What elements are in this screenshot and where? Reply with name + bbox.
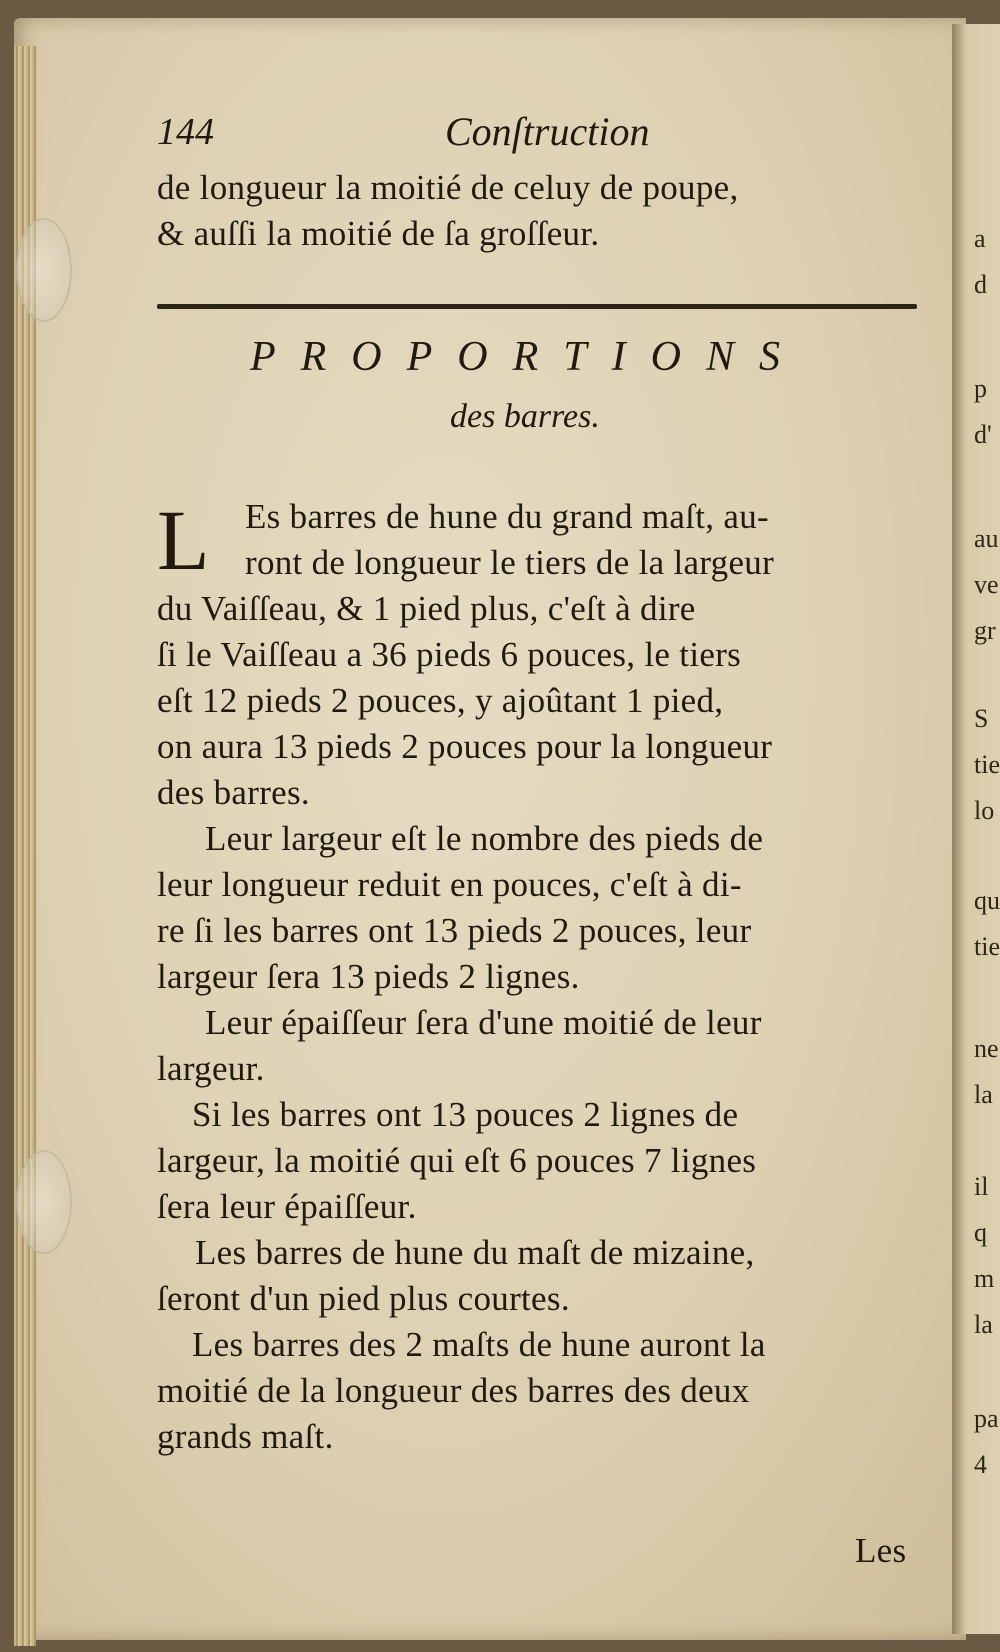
text-line: eſt 12 pieds 2 pouces, y ajoûtant 1 pied, [157,681,724,720]
binding-ring [16,1150,72,1254]
text-line: largeur ſera 13 pieds 2 lignes. [157,957,580,996]
page-number: 144 [157,111,214,153]
facing-fragment: q [974,1218,987,1247]
section-rule [157,304,917,309]
drop-cap: L [157,492,210,588]
text-line: du Vaiſſeau, & 1 pied plus, c'eſt à dire [157,589,696,628]
catchword: Les [855,1531,907,1570]
facing-fragment: la [974,1310,993,1339]
text-line: Es barres de hune du grand maſt, au- [245,497,769,536]
facing-page-edge [952,24,1000,1634]
text-line: largeur, la moitié qui eſt 6 pouces 7 lignes [157,1141,757,1180]
facing-fragment: ne [974,1034,999,1063]
text-line: ſera leur épaiſſeur. [157,1187,417,1226]
facing-fragment: m [974,1264,995,1293]
facing-fragment: qu [974,886,1000,915]
facing-fragment: d [974,270,987,299]
text-line: des barres. [157,773,310,812]
facing-fragment: tie [974,932,1000,961]
text-line: Leur largeur eſt le nombre des pieds de [205,819,764,858]
facing-fragment: il [974,1172,989,1201]
facing-fragment: d' [974,420,992,449]
text-line: ront de longueur le tiers de la largeur [245,543,775,582]
text-line: ſeront d'un pied plus courtes. [157,1279,570,1318]
text-line: largeur. [157,1049,265,1088]
text-line: Les barres de hune du maſt de mizaine, [195,1233,755,1272]
text-line: ſi le Vaiſſeau a 36 pieds 6 pouces, le tiers [157,635,742,674]
facing-fragment: gr [974,616,996,645]
facing-fragment: au [974,524,999,553]
text-line: grands maſt. [157,1417,334,1456]
facing-fragment: S [974,704,989,733]
facing-fragment: tie [974,750,1000,779]
running-head: Conſtruction [445,109,650,154]
text-line: Les barres des 2 maſts de hune auront la [192,1325,766,1364]
facing-fragment: a [974,224,986,253]
binding-ring [16,218,72,322]
facing-fragment: la [974,1080,993,1109]
text-line: leur longueur reduit en pouces, c'eſt à di- [157,865,742,904]
section-subtitle: des barres. [450,398,600,435]
section-title: PROPORTIONS [250,334,805,380]
facing-fragment: pa [974,1404,999,1433]
facing-fragment: 4 [974,1450,987,1479]
facing-fragment: ve [974,570,999,599]
text-line: Si les barres ont 13 pouces 2 lignes de [192,1095,739,1134]
text-line: moitié de la longueur des barres des deux [157,1371,750,1410]
text-line: re ſi les barres ont 13 pieds 2 pouces, leur [157,911,752,950]
text-line: on aura 13 pieds 2 pouces pour la longueur [157,727,773,766]
text-line: Leur épaiſſeur ſera d'une moitié de leur [205,1003,762,1042]
facing-fragment: lo [974,796,995,825]
text-line: de longueur la moitié de celuy de poupe, [157,168,739,207]
facing-fragment: p [974,374,987,403]
text-line: & auſſi la moitié de ſa groſſeur. [157,214,600,253]
